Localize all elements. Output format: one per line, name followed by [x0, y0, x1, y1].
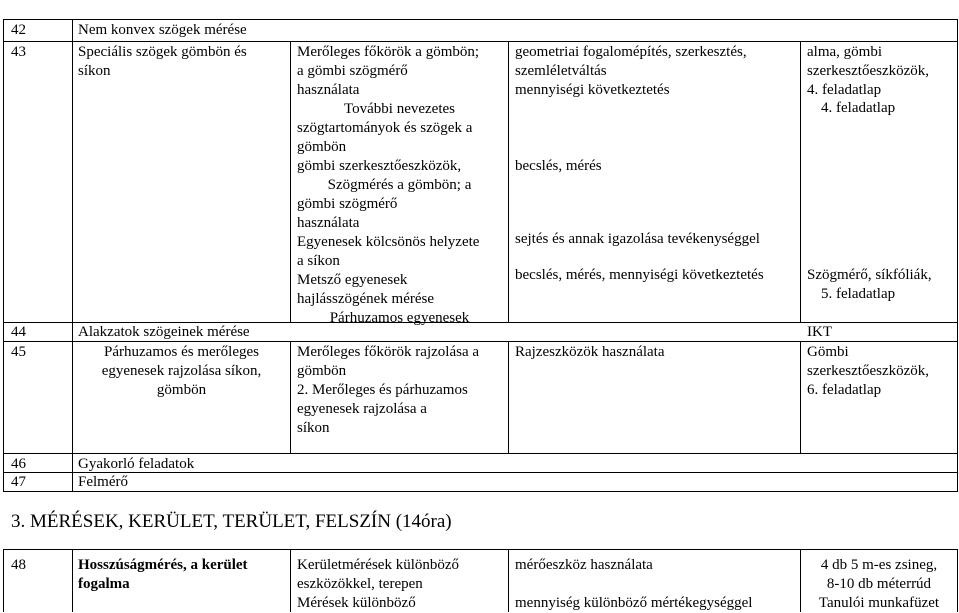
tools-line: szerkesztőeszközök,	[807, 363, 930, 379]
content-line: Mérések különböző	[297, 595, 416, 611]
section-title: 3. MÉRÉSEK, KERÜLET, TERÜLET, FELSZÍN (14óra)	[11, 511, 452, 532]
content-line: Metsző egyenesek	[297, 272, 408, 288]
tools-text: alma, gömbi	[807, 44, 882, 60]
content-line: gömbön	[297, 363, 347, 379]
lesson-content	[297, 43, 502, 328]
content-line: Merőleges főkörök a gömbön;	[297, 44, 480, 60]
skill-text: Rajzeszközök használata	[515, 344, 665, 360]
lesson-topic-line: síkon	[78, 63, 111, 79]
skill-text: mérőeszköz használata	[515, 557, 653, 573]
content-line: 2. Merőleges és párhuzamos	[297, 382, 468, 398]
content-line: használata	[297, 82, 360, 98]
lesson-topic-line: fogalma	[78, 576, 130, 592]
content-line: További nevezetes	[344, 101, 455, 117]
content-line: Merőleges főkörök rajzolása a	[297, 344, 480, 360]
lesson-number: 42	[11, 22, 26, 38]
skill-text: becslés, mérés, mennyiségi következtetés	[515, 267, 764, 283]
tools-text	[807, 343, 929, 400]
lesson-topic-line: egyenesek rajzolása síkon,	[101, 363, 262, 379]
lesson-topic: Nem konvex szögek mérése	[78, 22, 247, 38]
content-line: Párhuzamos egyenesek	[329, 310, 470, 326]
tools-text	[801, 556, 957, 613]
tools-text: IKT	[807, 324, 832, 340]
content-line: gömbi szerkesztőeszközök,	[297, 158, 462, 174]
tools-line: 8-10 db méterrúd	[826, 576, 932, 592]
skill-text: szemléletváltás	[515, 63, 607, 79]
skill-text: mennyiségi következtetés	[515, 82, 670, 98]
lesson-content	[297, 556, 459, 613]
lesson-number: 45	[11, 344, 26, 360]
skill-text: becslés, mérés	[515, 158, 602, 174]
lesson-number: 46	[11, 456, 26, 472]
lesson-topic: Gyakorló feladatok	[78, 456, 195, 472]
content-line: a gömbi szögmérő	[297, 63, 408, 79]
content-line: gömbön	[297, 139, 347, 155]
lesson-topic	[78, 556, 248, 594]
content-line: a síkon	[297, 253, 340, 269]
lesson-topic-line: Párhuzamos és merőleges	[104, 344, 259, 360]
skill-text: mennyiség különböző mértékegységgel	[515, 595, 753, 611]
lesson-number: 48	[11, 557, 26, 573]
skill-text: geometriai fogalomépítés, szerkesztés,	[515, 44, 747, 60]
lesson-number: 47	[11, 474, 26, 490]
content-line: Egyenesek kölcsönös helyzete	[297, 234, 480, 250]
content-line: hajlásszögének mérése	[297, 291, 435, 307]
content-line: eszközökkel, terepen	[297, 576, 423, 592]
lesson-number: 44	[11, 324, 26, 340]
tools-line: 4 db 5 m-es zsineg,	[820, 557, 938, 573]
lesson-topic: Alakzatok szögeinek mérése	[78, 324, 250, 340]
lesson-number: 43	[11, 44, 26, 60]
skill-text: sejtés és annak igazolása tevékenységgel	[515, 231, 760, 247]
content-line: egyenesek rajzolása a	[297, 401, 427, 417]
tools-line: Tanulói munkafüzet	[818, 595, 940, 611]
tools-line: 6. feladatlap	[807, 382, 882, 398]
tools-text: 4. feladatlap	[807, 82, 882, 98]
content-line: gömbi szögmérő	[297, 196, 398, 212]
content-line: használata	[297, 215, 360, 231]
tools-text: Szögmérő, síkfóliák,	[807, 267, 932, 283]
content-line: szögtartományok és szögek a	[297, 120, 473, 136]
lesson-topic-line: Hosszúságmérés, a kerület	[78, 557, 248, 573]
tools-text: 5. feladatlap	[821, 286, 896, 302]
lesson-content	[297, 343, 479, 438]
tools-text: szerkesztőeszközök,	[807, 63, 930, 79]
tools-line: Gömbi	[807, 344, 849, 360]
lesson-topic-line: gömbön	[156, 382, 207, 398]
lesson-topic: Felmérő	[78, 474, 128, 490]
lesson-topic-line: Speciális szögek gömbön és	[78, 44, 247, 60]
content-line: síkon	[297, 420, 330, 436]
content-line: Szögmérés a gömbön; a	[327, 177, 472, 193]
content-line: Kerületmérések különböző	[297, 557, 460, 573]
lesson-topic	[73, 343, 290, 400]
tools-text: 4. feladatlap	[821, 100, 896, 116]
